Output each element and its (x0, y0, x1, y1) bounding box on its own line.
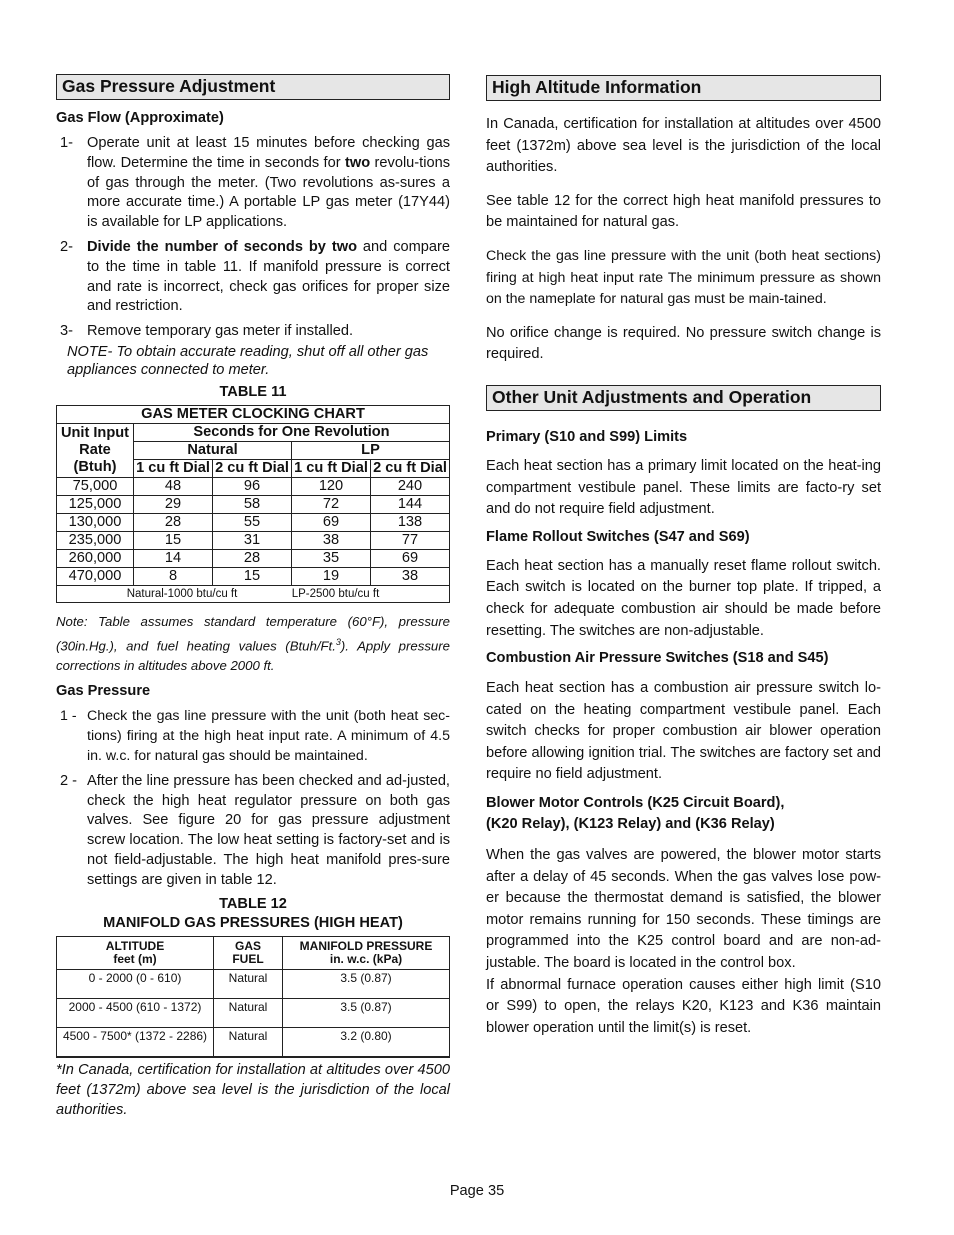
manifold-gas-pressures-table (56, 936, 450, 1058)
dial-header: 2 cu ft Dial (213, 459, 292, 477)
table-cell: Natural (214, 1027, 283, 1057)
step-number: 2- (60, 238, 73, 255)
meter-note: NOTE- To obtain accurate reading, shut off all other gas appliances connected to meter. (67, 343, 429, 378)
table-cell: 69 (292, 513, 371, 531)
paragraph: When the gas valves are powered, the blower motor starts after a delay of 45 seconds. When the gas valves lose pow-er because the thermostat demand is satisfied, the blower motor remains running for 150 seconds. These timings are programmed into the K25 control board and are non-ad-justable. The board is located in the control box. (486, 847, 881, 972)
table-cell: 15 (213, 567, 292, 585)
table-12-caption: TABLE 12 (219, 895, 287, 912)
header-line: FUEL (232, 951, 264, 966)
paragraph: In Canada, certification for installation at altitudes over 4500 feet (1372m) above sea level is the jurisdiction of the local authorities. (486, 116, 881, 176)
flame-rollout-title: Flame Rollout Switches (S47 and S69) (486, 528, 750, 545)
natural-footnote: Natural-1000 btu/cu ft (126, 587, 238, 600)
step-emphasis: Divide the number of seconds by two (87, 238, 357, 255)
lp-header: LP (292, 441, 450, 459)
step-emphasis: two (345, 154, 371, 171)
gas-pressure-title: Gas Pressure (56, 683, 151, 700)
table-cell: 31 (213, 531, 292, 549)
natural-header: Natural (134, 441, 292, 459)
note-text: ). Apply pressure corrections in altitudes above 2000 ft. (56, 638, 450, 674)
step-text: and compare to the time in table 11. If manifold pressure is correct and rate is incorrect, check gas orifices for proper size and restriction. (87, 238, 450, 315)
header-line: feet (m) (113, 951, 157, 966)
table-cell: 130,000 (57, 513, 134, 531)
gas-flow-step-3 (56, 322, 450, 342)
table-row (57, 531, 450, 549)
table-cell: 3.2 (0.80) (283, 1027, 450, 1057)
table-cell: 19 (292, 567, 371, 585)
gas-pressure-step-1 (56, 707, 450, 766)
note-text: Note: Table assumes standard temperature (60°F), pressure (30in.Hg.), and fuel heating values (Btuh/Ft. (56, 613, 450, 654)
canada-note: *In Canada, certification for installation at altitudes over 4500 feet (1372m) above sea level is the jurisdiction of the local authorities. (56, 1061, 450, 1118)
step-number: 2 - (60, 772, 78, 789)
note-superscript: 3 (335, 636, 341, 647)
left-column (56, 74, 450, 1120)
step-text: Check the gas line pressure with the unit (both heat sec-tions) firing at the high heat input rate. A minimum of 4.5 in. w.c. for natural gas should be maintained. (87, 708, 450, 764)
table-row (57, 549, 450, 567)
table-row (57, 495, 450, 513)
combustion-air-title: Combustion Air Pressure Switches (S18 and S45) (486, 650, 829, 667)
table-cell: 120 (292, 477, 371, 495)
table-cell: 15 (134, 531, 213, 549)
table-cell: 55 (213, 513, 292, 531)
table-row (57, 477, 450, 495)
paragraph: Check the gas line pressure with the unit (both heat sections) firing at high heat input rate The minimum pressure as shown on the nameplate for natural gas must be main-tained. (486, 247, 881, 308)
table-cell: 58 (213, 495, 292, 513)
table-cell: 2000 - 4500 (610 - 1372) (57, 998, 214, 1027)
paragraph: No orifice change is required. No pressure switch change is required. (486, 324, 881, 363)
gas-flow-step-2 (56, 238, 450, 317)
high-altitude-heading: High Altitude Information (486, 75, 881, 101)
other-unit-adjustments-heading: Other Unit Adjustments and Operation (486, 385, 881, 411)
table-cell: 14 (134, 549, 213, 567)
step-text: After the line pressure has been checked and ad-justed, check the high heat regulator pressure on both gas valves. See figure 20 for gas pressure adjustment screw location. The low heat setting is factory-set and is not field-adjustable. The high heat manifold pres-sure settings are given in table 12. (87, 772, 450, 888)
step-text: Remove temporary gas meter if installed. (87, 323, 354, 340)
dial-header: 1 cu ft Dial (292, 459, 371, 477)
gas-pressure-step-2 (56, 772, 450, 891)
table-cell: 3.5 (0.87) (283, 998, 450, 1027)
table-cell: 144 (371, 495, 450, 513)
table-cell: 48 (134, 477, 213, 495)
table-row (57, 998, 450, 1027)
table-assumption-note (56, 612, 450, 676)
table-cell: 4500 - 7500* (1372 - 2286) (57, 1027, 214, 1057)
step-text: revolu-tions of gas through the meter. (Two revolutions as-sures a more accurate time.) A portable LP gas meter (17Y44) is available for LP applications. (87, 154, 450, 231)
gas-meter-clocking-table (56, 405, 450, 603)
gas-fuel-header (214, 936, 283, 969)
seconds-header: Seconds for One Revolution (134, 423, 450, 441)
table-cell: 69 (371, 549, 450, 567)
table-row (57, 513, 450, 531)
header-line: MANIFOLD PRESSURE (299, 938, 433, 953)
lp-footnote: LP-2500 btu/cu ft (291, 587, 380, 600)
table-cell: 125,000 (57, 495, 134, 513)
manifold-pressure-header (283, 936, 450, 969)
dial-header: 2 cu ft Dial (371, 459, 450, 477)
table-cell: 29 (134, 495, 213, 513)
table-cell: 77 (371, 531, 450, 549)
table-11-caption: TABLE 11 (219, 383, 287, 400)
table-cell: Natural (214, 969, 283, 998)
step-number: 1- (60, 135, 73, 151)
table-cell: 72 (292, 495, 371, 513)
table-cell: 8 (134, 567, 213, 585)
page-number: Page 35 (449, 1183, 505, 1199)
table-cell: 235,000 (57, 531, 134, 549)
table-cell: 3.5 (0.87) (283, 969, 450, 998)
gas-flow-step-1 (56, 134, 450, 233)
table-footnote (57, 585, 450, 602)
table-cell: 240 (371, 477, 450, 495)
table-cell: 28 (134, 513, 213, 531)
table-cell: 35 (292, 549, 371, 567)
table-title: GAS METER CLOCKING CHART (57, 405, 450, 423)
table-row (57, 1027, 450, 1057)
step-number: 3- (60, 323, 73, 340)
table-cell: 260,000 (57, 549, 134, 567)
table-cell: 96 (213, 477, 292, 495)
table-cell: 38 (371, 567, 450, 585)
table-cell: 28 (213, 549, 292, 567)
step-text: Operate unit at least 15 minutes before checking gas flow. Determine the time in seconds for (87, 135, 450, 171)
paragraph: Each heat section has a manually reset flame rollout switch. Each switch is located on the burner top plate. If tripped, a check for adequate combustion air should be made before resetting. The switches are non-adjustable. (486, 557, 881, 639)
table-cell: Natural (214, 998, 283, 1027)
step-number: 1 - (60, 708, 77, 725)
dial-header: 1 cu ft Dial (134, 459, 213, 477)
title-line: Blower Motor Controls (K25 Circuit Board), (486, 795, 785, 812)
table-12-title: MANIFOLD GAS PRESSURES (HIGH HEAT) (103, 914, 403, 931)
table-cell: 138 (371, 513, 450, 531)
gas-flow-title: Gas Flow (Approximate) (56, 110, 224, 126)
table-cell: 75,000 (57, 477, 134, 495)
paragraph: See table 12 for the correct high heat manifold pressures to be maintained for natural gas. (486, 192, 881, 231)
table-row (57, 969, 450, 998)
table-cell: 38 (292, 531, 371, 549)
altitude-header (57, 936, 214, 969)
blower-motor-controls-title (486, 793, 881, 835)
table-row (57, 567, 450, 585)
unit-input-rate-header: Unit Input Rate (Btuh) (57, 423, 134, 477)
header-line: in. w.c. (kPa) (329, 951, 403, 966)
gas-pressure-adjustment-heading: Gas Pressure Adjustment (56, 74, 450, 100)
paragraph: If abnormal furnace operation causes either high limit (S10 or S99) to open, the relays K20, K123 and K36 maintain blower operation until the limit(s) is reset. (486, 976, 881, 1036)
table-cell: 0 - 2000 (0 - 610) (57, 969, 214, 998)
header-line: ALTITUDE (105, 938, 165, 953)
title-line: (K20 Relay), (K123 Relay) and (K36 Relay) (486, 816, 775, 833)
paragraph: Each heat section has a primary limit located on the heat-ing compartment vestibule panel. These limits are facto-ry set and do not require field adjustment. (486, 457, 881, 518)
right-column (486, 75, 881, 1039)
table-cell: 470,000 (57, 567, 134, 585)
primary-limits-title: Primary (S10 and S99) Limits (486, 428, 688, 445)
header-line: GAS (234, 938, 261, 953)
paragraph: Each heat section has a combustion air pressure switch lo-cated on the heating compartment vestibule panel. Each switch checks for proper combustion air blower operation before allowing ignition trial. The switches are factory set and require no field adjustment. (486, 680, 881, 783)
